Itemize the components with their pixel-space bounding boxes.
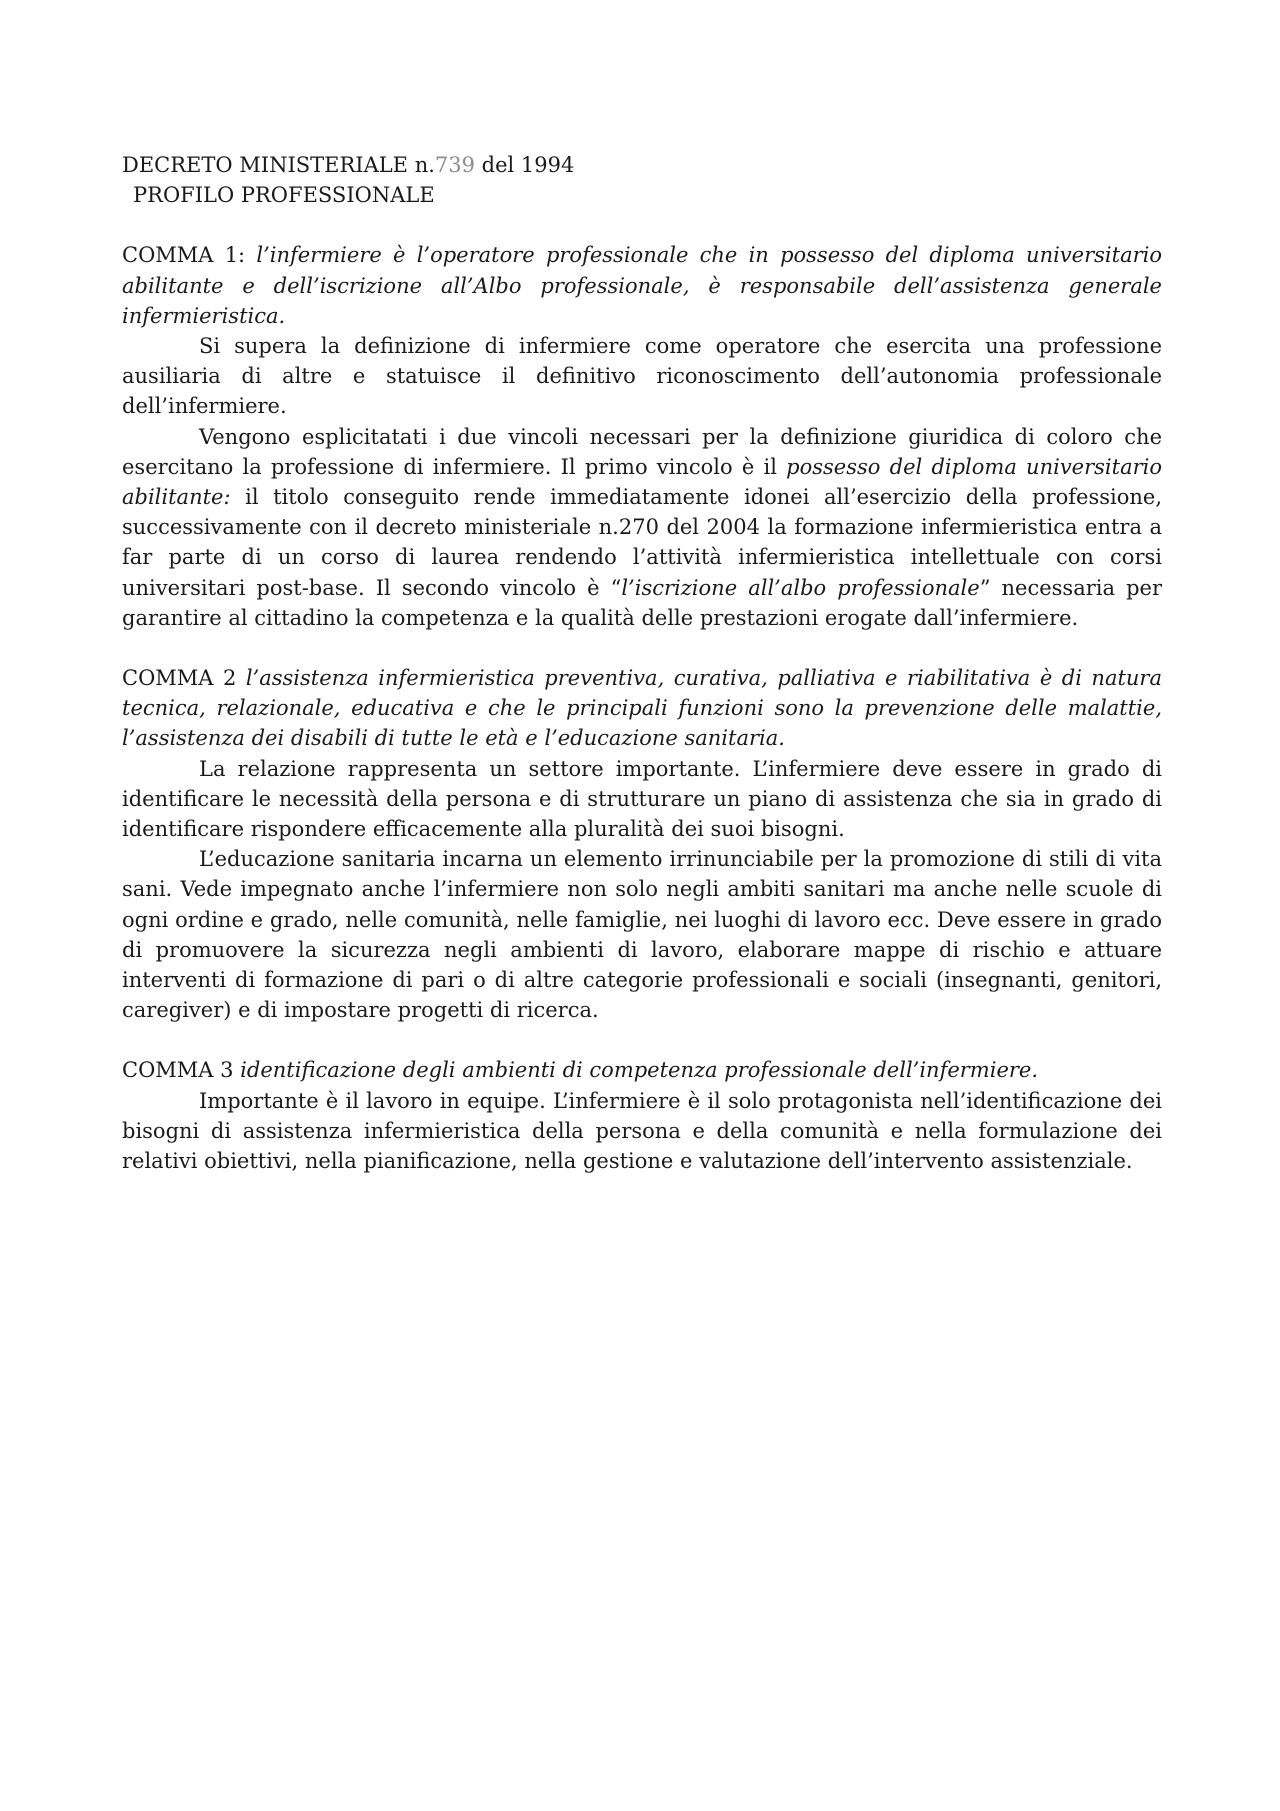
comma-1-p2-emphasis-diploma: possesso del diploma universitario abilitante: [122,454,1163,510]
comma-3-paragraph-1: Importante è il lavoro in equipe. L’infermiere è il solo protagonista nell’identificazione dei bisogni di assistenza infermieristica della persona e della comunità e nella formulazione dei relativi obiettivi, nella pianificazione, nella gestione e valutazione dell’intervento assistenziale. [122,1088,1162,1174]
comma-1-definition: l’infermiere è l’operatore professionale che in possesso del diploma universitario abilitante e dell’iscrizione all’Albo professionale, è responsabile dell’assistenza generale infermieristica. [122,243,1162,328]
comma-2-section [122,663,1162,1025]
comma-3-definition: identificazione degli ambienti di competenza professionale dell’infermiere. [240,1058,1039,1083]
comma-2-paragraph-1: La relazione rappresenta un settore importante. L’infermiere deve essere in grado di identificare le necessità della persona e di strutturare un piano di assistenza che sia in grado di identificare rispondere efficacemente alla pluralità dei suoi bisogni. [122,756,1162,842]
comma-1-paragraph-1: Si supera la definizione di infermiere come operatore che esercita una professione ausiliaria di altre e statuisce il definitivo riconoscimento dell’autonomia professionale dell’infermiere. [122,334,1162,419]
decree-title [122,150,1162,180]
comma-3-section [122,1055,1162,1176]
comma-1-p2-text-a: Vengono esplicitatati i due vincoli necessari per la definizione giuridica di coloro che esercitano la professione di infermiere. Il primo vincolo è il [122,424,1162,479]
comma-1-label: COMMA 1: [122,243,257,268]
comma-1-section [122,240,1162,633]
decree-title-prefix: DECRETO MINISTERIALE n. [122,153,435,177]
comma-1-paragraph-2 [122,422,1162,633]
comma-1-p2-emphasis-albo: l’iscrizione all’albo professionale [621,575,980,600]
comma-1-p2-text-e: ” necessaria per garantire al cittadino la competenza e la qualità delle prestazioni erogate dall’infermiere. [122,575,1162,630]
comma-2-heading [122,663,1162,754]
comma-2-label: COMMA 2 [122,666,246,691]
comma-2-paragraph-2: L’educazione sanitaria incarna un elemento irrinunciabile per la promozione di stili di vita sani. Vede impegnato anche l’infermiere non solo negli ambiti sanitari ma anche nelle scuole di ogni ordine e grado, nelle comunità, nelle famiglie, nei luoghi di lavoro ecc. Deve essere in grado di promuovere la sicurezza negli ambienti di lavoro, elaborare mappe di rischio e attuare interventi di formazione di pari o di altre categorie professionali e sociali (insegnanti, genitori, caregiver) e di impostare progetti di ricerca. [122,847,1162,1023]
document-page [122,150,1162,1176]
comma-3-heading [122,1055,1162,1085]
comma-1-p2-text-c: il titolo conseguito rende immediatamente idonei all’esercizio della professione, successivamente con il decreto ministeriale n.270 del 2004 la formazione infermieristica entra a far parte di un corso di laurea rendendo l’attività infermieristica intellettuale con corsi universitari post-base. Il secondo vincolo è “ [122,485,1162,600]
decree-year: del 1994 [474,153,575,177]
decree-number: 739 [434,153,475,177]
comma-1-heading [122,240,1162,331]
profile-title: PROFILO PROFESSIONALE [133,183,435,208]
document-header [122,150,1162,210]
comma-3-label: COMMA 3 [122,1058,241,1083]
comma-2-definition: l’assistenza infermieristica preventiva, curativa, palliativa e riabilitativa è di natura tecnica, relazionale, educativa e che le principali funzioni sono la prevenzione delle malattie, l’assistenza dei disabili di tutte le età e l’educazione sanitaria. [122,666,1162,751]
